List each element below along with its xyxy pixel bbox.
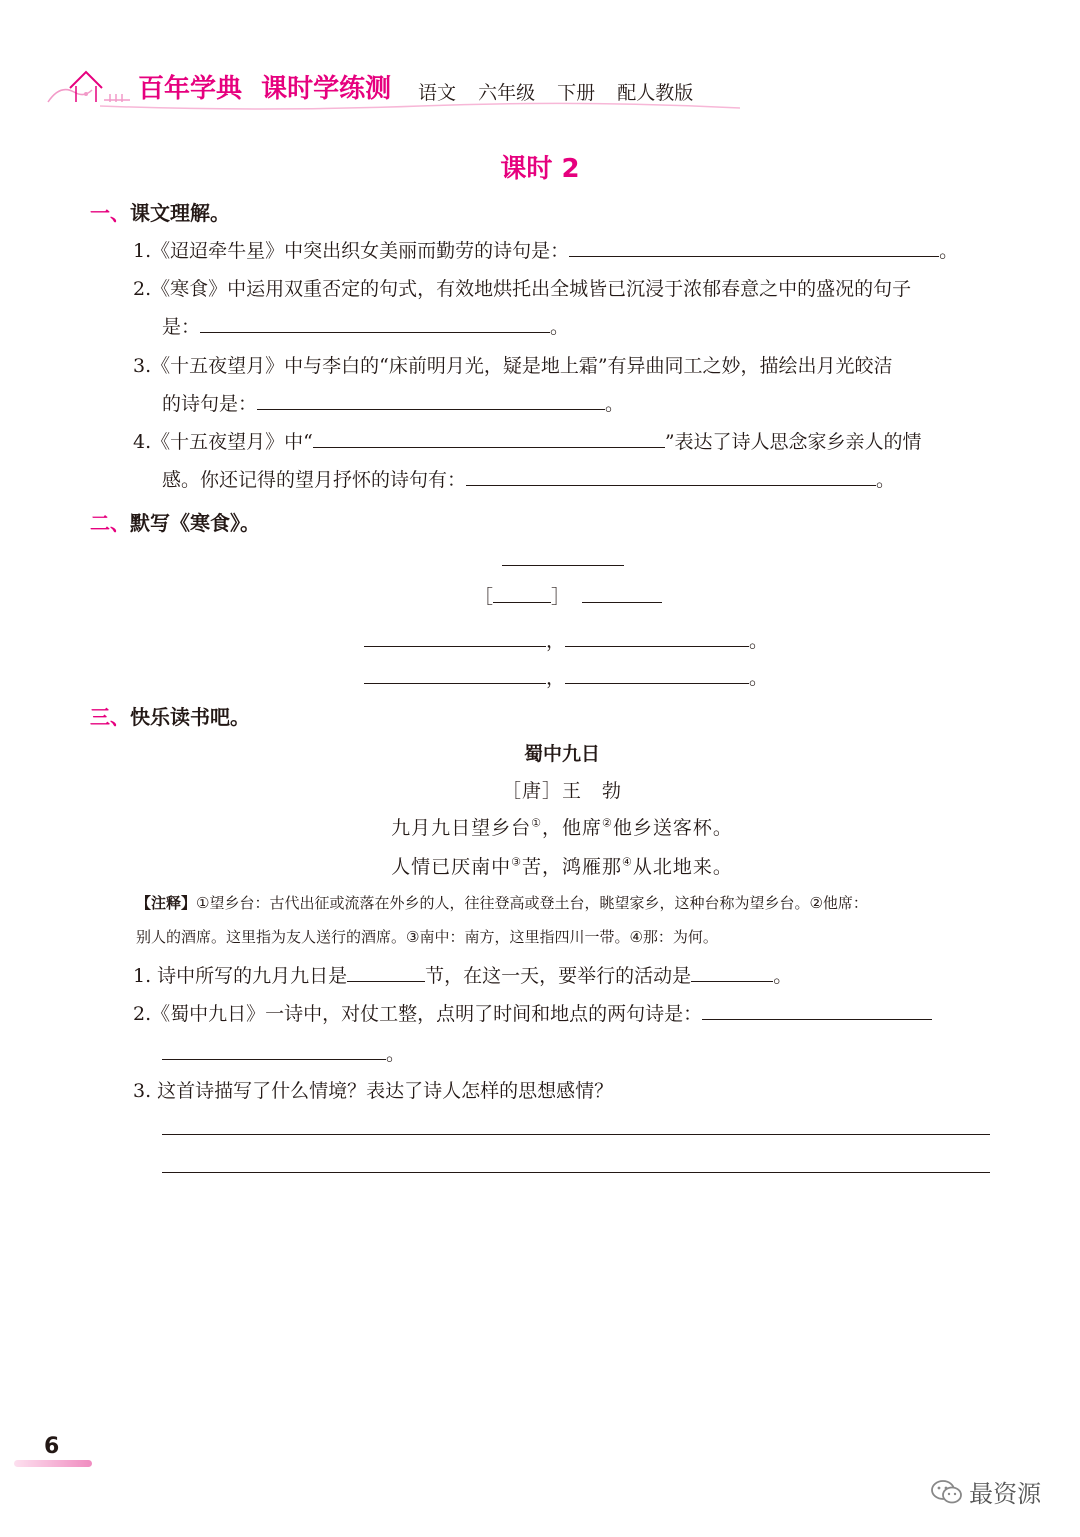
- s3-q3-answer-line1[interactable]: [162, 1134, 990, 1135]
- note-mark-4: ④: [622, 855, 633, 869]
- reading-poem-line1: [0, 813, 1080, 840]
- watermark: [930, 1474, 1041, 1506]
- edition: 配人教版: [617, 82, 694, 104]
- s1-q4-lead: 4.《十五夜望月》中“: [133, 431, 313, 453]
- bracket-close: ］: [551, 586, 571, 608]
- wechat-icon: [930, 1478, 964, 1506]
- reading-poem-title: 蜀中九日: [523, 743, 600, 765]
- comma-1: ，: [546, 630, 566, 652]
- s3-q3: 3. 这首诗描写了什么情境？表达了诗人怎样的思想感情？: [133, 1080, 614, 1102]
- poem-verse3-blank[interactable]: [364, 664, 546, 684]
- s1-q1-blank[interactable]: [569, 237, 939, 257]
- s1-q4-line1: [133, 427, 922, 454]
- grade: 六年级: [478, 82, 536, 104]
- section1-number: 一、: [90, 201, 130, 225]
- period-1: 。: [749, 630, 769, 652]
- lesson-title: 课时 2: [500, 154, 580, 184]
- poem-author-row: [474, 582, 662, 609]
- page-number: 6: [44, 1434, 60, 1459]
- note-mark-1: ①: [531, 816, 542, 830]
- s1-q4-line2: [162, 465, 895, 492]
- period-2: 。: [749, 667, 769, 689]
- annotation-text1: ①望乡台：古代出征或流落在外乡的人，往往登高或登土台，眺望家乡，这种台称为望乡台。②他席：: [196, 894, 868, 912]
- poem1-seg3: 他乡送客杯。: [612, 817, 733, 839]
- s3-q1: [133, 961, 792, 988]
- watermark-text: 最资源: [969, 1480, 1042, 1508]
- s1-q1: [133, 236, 958, 263]
- poem-verse1-blank[interactable]: [364, 627, 546, 647]
- s3-q1-end: 。: [773, 965, 793, 987]
- annotation-label: 【注释】: [136, 894, 197, 912]
- s3-q1-text-a: 1. 诗中所写的九月九日是: [133, 965, 348, 987]
- annotation-line1: [136, 892, 868, 913]
- page-number-bar: [14, 1460, 92, 1467]
- section1-heading: [90, 197, 230, 226]
- section3-number: 三、: [90, 705, 130, 729]
- s1-q3-end: 。: [605, 393, 625, 415]
- s1-q2-line2: [162, 312, 569, 339]
- section2-number: 二、: [90, 511, 130, 535]
- subject: 语文: [418, 82, 457, 104]
- poem-line2-blanks: [364, 663, 768, 690]
- s3-q2-end: 。: [386, 1043, 406, 1065]
- header: [40, 62, 760, 112]
- author-blank[interactable]: [582, 583, 662, 603]
- dynasty-blank[interactable]: [493, 583, 551, 603]
- s1-q1-text: 1.《迢迢牵牛星》中突出织女美丽而勤劳的诗句是：: [133, 240, 570, 262]
- s3-q2: [133, 999, 932, 1026]
- s1-q3-blank[interactable]: [257, 390, 605, 410]
- s1-q4-label: 感。你还记得的望月抒怀的诗句有：: [162, 469, 467, 491]
- section3-heading: [90, 701, 250, 730]
- s1-q4-tail: ”表达了诗人思念家乡亲人的情: [664, 431, 922, 453]
- s1-q3-line2: [162, 389, 624, 416]
- s3-q2-blank1[interactable]: [702, 1000, 932, 1020]
- series-name: 课时学练测: [261, 74, 392, 104]
- s1-q2-label: 是：: [162, 316, 201, 338]
- volume: 下册: [557, 82, 596, 104]
- poem1-seg1: 九月九日望乡台: [391, 817, 532, 839]
- poem2-seg3: 从北地来。: [632, 856, 733, 878]
- s3-q1-blank1[interactable]: [347, 962, 425, 982]
- s3-q1-blank2[interactable]: [691, 962, 773, 982]
- s1-q4-end: 。: [876, 469, 896, 491]
- bracket-open: ［: [474, 586, 494, 608]
- note-mark-2: ②: [602, 816, 613, 830]
- s1-q1-end: 。: [939, 240, 959, 262]
- poem-verse2-blank[interactable]: [565, 627, 749, 647]
- s1-q2-line1: 2.《寒食》中运用双重否定的句式，有效地烘托出全城皆已沉浸于浓郁春意之中的盛况的句子: [133, 278, 912, 300]
- s3-q2-line2: [162, 1039, 405, 1066]
- s3-q3-answer-line2[interactable]: [162, 1172, 990, 1173]
- poem-line1-blanks: [364, 626, 768, 653]
- section2-heading: [90, 507, 260, 536]
- s3-q2-text: 2.《蜀中九日》一诗中，对仗工整，点明了时间和地点的两句诗是：: [133, 1003, 703, 1025]
- s1-q4-blank2[interactable]: [466, 466, 876, 486]
- s1-q3-label: 的诗句是：: [162, 393, 258, 415]
- poem-title-blank[interactable]: [502, 565, 624, 566]
- section3-title: 快乐读书吧。: [130, 705, 250, 729]
- poem2-seg1: 人情已厌南中: [391, 856, 512, 878]
- poem-verse4-blank[interactable]: [565, 664, 749, 684]
- reading-poem-line2: [0, 852, 1080, 879]
- s1-q4-blank1[interactable]: [313, 428, 665, 448]
- section1-title: 课文理解。: [130, 201, 230, 225]
- section2-title: 默写《寒食》。: [130, 511, 260, 535]
- comma-2: ，: [546, 667, 566, 689]
- annotation-line2: 别人的酒席。这里指为友人送行的酒席。③南中：南方，这里指四川一带。④那：为何。: [136, 928, 718, 946]
- poem1-seg2: ，他席: [541, 817, 602, 839]
- note-mark-3: ③: [511, 855, 522, 869]
- s3-q1-text-b: 节，在这一天，要举行的活动是: [425, 965, 692, 987]
- reading-poem-author: ［唐］王 勃: [501, 780, 622, 802]
- s1-q2-end: 。: [550, 316, 570, 338]
- poem2-seg2: 苦，鸿雁那: [521, 856, 622, 878]
- s3-q2-blank2[interactable]: [162, 1040, 386, 1060]
- header-divider: [100, 102, 740, 112]
- s1-q3-line1: 3.《十五夜望月》中与李白的“床前明月光，疑是地上霜”有异曲同工之妙，描绘出月光皎洁: [133, 355, 893, 377]
- s1-q2-blank[interactable]: [200, 313, 550, 333]
- brand-name: 百年学典: [138, 74, 243, 104]
